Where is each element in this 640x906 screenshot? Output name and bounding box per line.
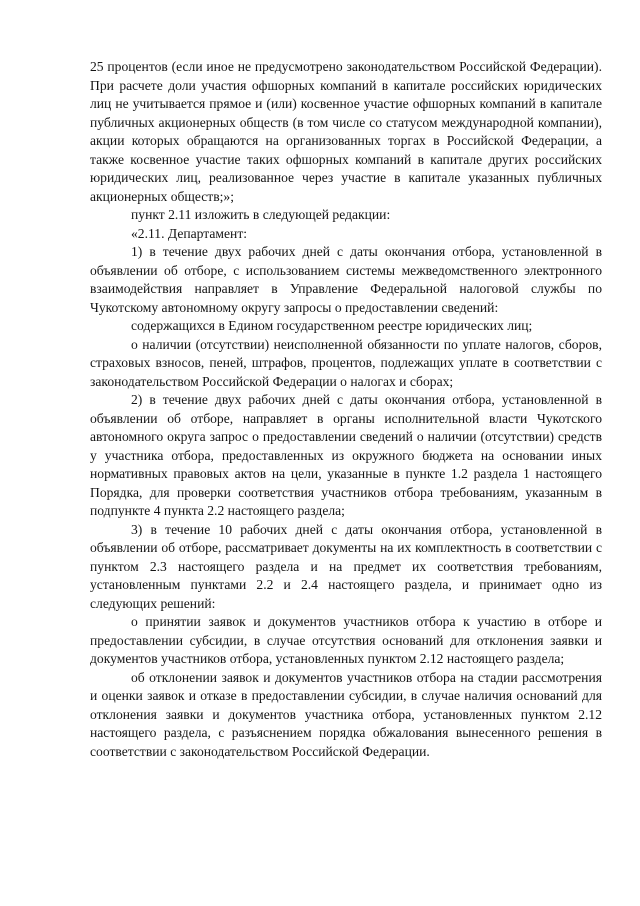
paragraph-item-1: 1) в течение двух рабочих дней с даты окончания отбора, установленной в объявлении об отборе, с использованием системы межведомственного электронного взаимодействия направляет в Управление Федеральной налоговой службы по Чукотскому автономному округу запросы о предоставлении сведений: bbox=[90, 244, 602, 315]
paragraph-offshore-share: 25 процентов (если иное не предусмотрено законодательством Российской Федерации). При расчете доли участия офшорных компаний в капитале российских юридических лиц не учитывается прямое и (или) косвенное участие офшорных компаний в капитале публичных акционерных обществ (в том числе со статусом международной компании), акции которых обращаются на организованных торгах в Российской Федерации, а также косвенное участие таких офшорных компаний в капитале других российских юридических лиц, реализованное через участие в капитале указанных публичных акционерных обществ;»; bbox=[90, 59, 602, 204]
document-page bbox=[90, 58, 602, 761]
paragraph-item-1-registry: содержащихся в Едином государственном реестре юридических лиц; bbox=[131, 318, 533, 333]
paragraph-department-heading: «2.11. Департамент: bbox=[131, 225, 248, 241]
paragraph-item-2: 2) в течение двух рабочих дней с даты окончания отбора, установленной в объявлении об отборе, направляет в органы исполнительной власти Чукотского автономного округа запрос о предоставлении сведений о наличии (отсутствии) средств у участника отбора, предоставленных из окружного бюджета на основании иных нормативных правовых актов на цели, указанные в пункте 1.2 раздела 1 настоящего Порядка, для проверки соответствия участников отбора требованиям, указанным в подпункте 4 пункта 2.2 настоящего раздела; bbox=[90, 392, 602, 518]
paragraph-item-3-accept: о принятии заявок и документов участников отбора к участию в отборе и предоставлении субсидии, в случае отсутствия оснований для отклонения заявки и документов участников отбора, установленных пунктом 2.12 настоящего раздела; bbox=[90, 614, 602, 666]
paragraph-item-1-tax-debt: о наличии (отсутствии) неисполненной обязанности по уплате налогов, сборов, страховых взносов, пеней, штрафов, процентов, подлежащих уплате в соответствии с законодательством Российской Федерации о налогах и сборах; bbox=[90, 336, 602, 389]
paragraph-item-3: 3) в течение 10 рабочих дней с даты окончания отбора, установленной в объявлении об отборе, рассматривает документы на их комплектность в соответствии с пунктом 2.3 настоящего раздела и на предмет их соответствия требованиям, установленным пунктами 2.2 и 2.4 настоящего раздела, и принимает одно из следующих решений: bbox=[90, 521, 602, 611]
paragraph-amend-2-11: пункт 2.11 изложить в следующей редакции: bbox=[131, 207, 391, 222]
paragraph-item-3-reject: об отклонении заявок и документов участников отбора на стадии рассмотрения и оценки заявок и отказе в предоставлении субсидии, в случае наличия оснований для отклонения заявки и документов участника отбора, установленных пунктом 2.12 настоящего раздела, с разъяснением порядка обжалования вынесенного решения в соответствии с законодательством Российской Федерации. bbox=[90, 669, 602, 759]
